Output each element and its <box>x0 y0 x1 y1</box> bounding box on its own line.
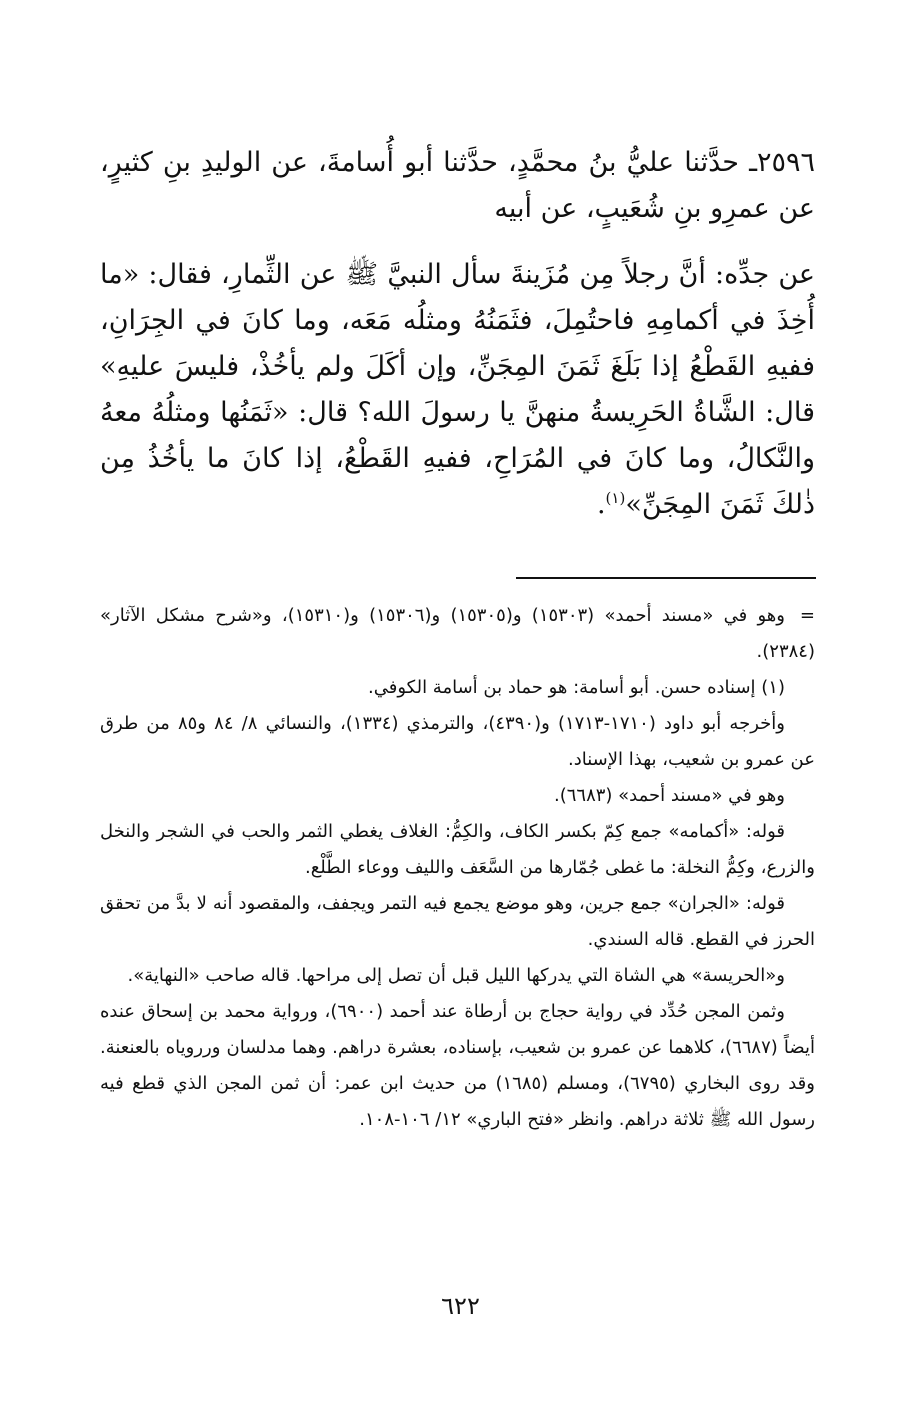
hadith-end-mark: . <box>596 489 606 520</box>
footnote-paragraph <box>100 598 815 670</box>
hadith-matn-paragraph <box>100 252 815 528</box>
footnote-paragraph: قوله: «أكمامه» جمع كِمّ بكسر الكاف، والكِمُّ: الغلاف يغطي الثمر والحب في الشجر والنخل والزرع، وكِمُّ النخلة: ما غطى جُمّارها من السَّعَف والليف ووعاء الطَّلْع. <box>100 821 815 878</box>
footnote-text: وهو في «مسند أحمد» (١٥٣٠٣) و(١٥٣٠٥) و(١٥٣٠٦) و(١٥٣١٠)، و«شرح مشكل الآثار» (٢٣٨٤). <box>100 605 815 662</box>
footnote-paragraph: وثمن المجن حُدِّد في رواية حجاج بن أرطاة عند أحمد (٦٩٠٠)، ورواية محمد بن إسحاق عنده أيضاً (٦٦٨٧)، كلاهما عن عمرو بن شعيب، بإسناده، بعشرة دراهم. وهما مدلسان ورروياه بالعنعنة. وقد روى البخاري (٦٧٩٥)، ومسلم (١٦٨٥) من حديث ابن عمر: أن ثمن المجن الذي قطع فيه رسول الله ﷺ ثلاثة دراهم. وانظر «فتح الباري» ١٢/ ١٠٦-١٠٨. <box>100 1001 815 1130</box>
footnote-separator-line <box>516 577 816 579</box>
footnote-paragraph: قوله: «الجران» جمع جرين، وهو موضع يجمع فيه التمر ويجفف، والمقصود أنه لا بدَّ من تحقق الحرز في القطع. قاله السندي. <box>100 893 815 950</box>
hadith-isnad: ٢٥٩٦ـ حدَّثنا عليُّ بنُ محمَّدٍ، حدَّثنا أبو أُسامةَ، عن الوليدِ بنِ كثيرٍ، عن عمرِو بنِ شُعَيبٍ، عن أبيه <box>100 147 815 224</box>
hadith-body <box>100 140 815 528</box>
footnote-reference: (١) <box>605 489 626 507</box>
page-number: ٦٢٢ <box>441 1292 480 1320</box>
continuation-marker: = <box>799 605 815 626</box>
footnote-paragraph: وأخرجه أبو داود (١٧١٠-١٧١٣) و(٤٣٩٠)، والترمذي (١٣٣٤)، والنسائي ٨/ ٨٤ و٨٥ من طرق عن عمرو بن شعيب، بهذا الإسناد. <box>100 713 815 770</box>
footnote-paragraph: (١) إسناده حسن. أبو أسامة: هو حماد بن أسامة الكوفي. <box>368 677 785 698</box>
hadith-matn: عن جدِّه: أنَّ رجلاً مِن مُزَينةَ سأل النبيَّ ﷺ عن الثِّمارِ، فقال: «ما أُخِذَ في أكمامِهِ فاحتُمِلَ، فثَمَنُهُ ومثلُه مَعَه، وما كانَ في الجِرَانِ، ففيهِ القَطْعُ إذا بَلَغَ ثَمَنَ المِجَنِّ، وإن أكَلَ ولم يأخُذْ، فليسَ عليهِ» قال: الشَّاةُ الحَرِيسةُ منهنَّ يا رسولَ الله؟ قال: «ثَمَنُها ومثلُهُ معهُ والنَّكالُ، وما كانَ في المُرَاحِ، ففيهِ القَطْعُ، إذا كانَ ما يأخُذُ مِن ذٰلكَ ثَمَنَ المِجَنِّ» <box>100 259 815 520</box>
footnote-paragraph: و«الحريسة» هي الشاة التي يدركها الليل قبل أن تصل إلى مراحها. قاله صاحب «النهاية». <box>127 965 785 986</box>
footnote-paragraph: وهو في «مسند أحمد» (٦٦٨٣). <box>553 785 785 806</box>
footnotes-section <box>100 598 815 1138</box>
